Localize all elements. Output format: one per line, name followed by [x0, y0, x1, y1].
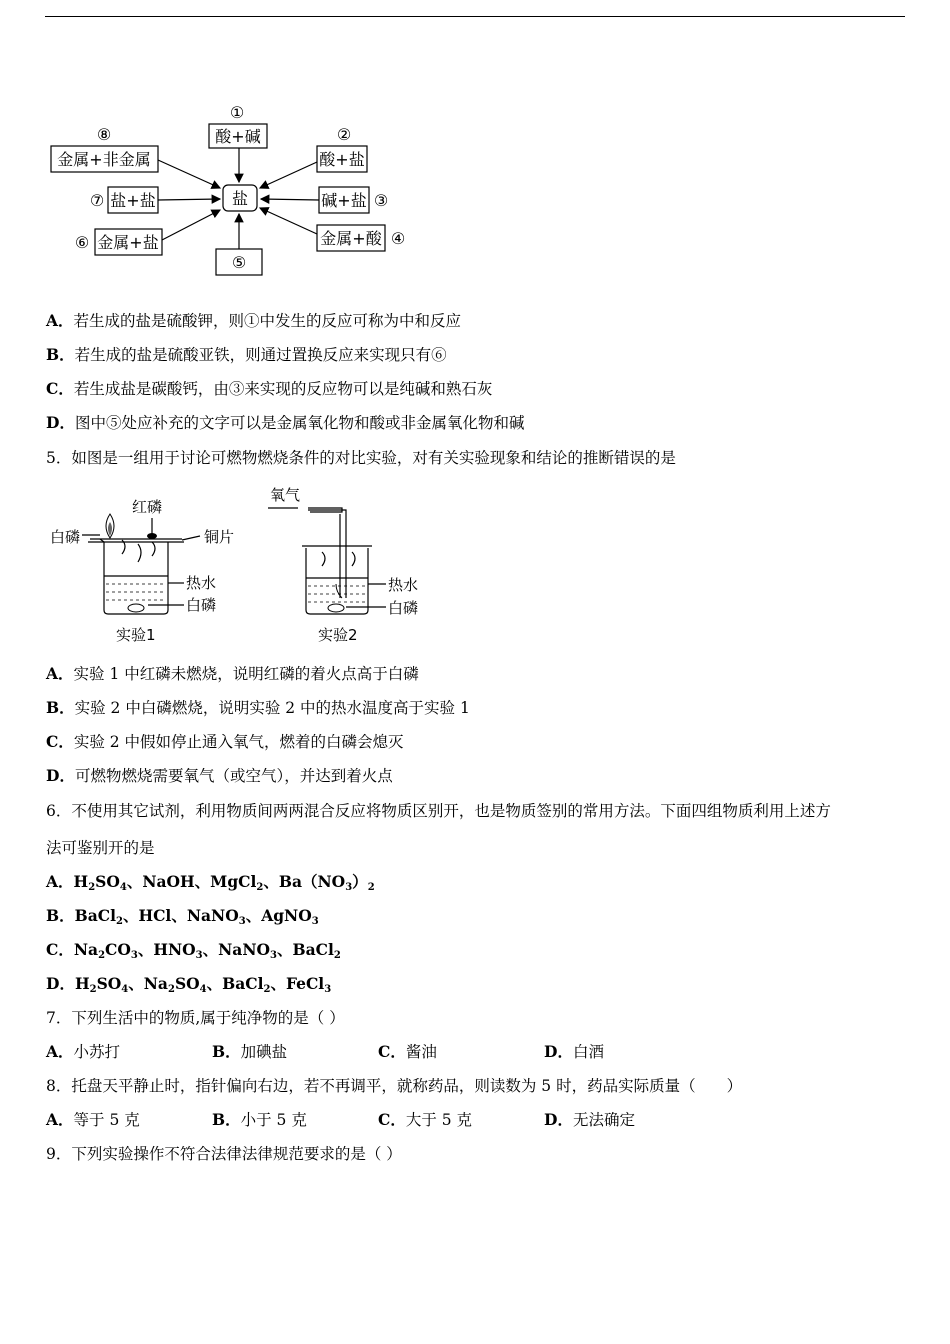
header-rule	[45, 16, 905, 17]
q7-option-a: A．小苏打	[46, 1042, 121, 1061]
q6-stem-line1: 6．不使用其它试剂，利用物质间两两混合反应将物质区别开，也是物质签别的常用方法。下面四组物质利用上述方	[46, 802, 831, 820]
exp2-caption: 实验2	[318, 626, 358, 644]
svg-text:④: ④	[390, 229, 406, 248]
svg-text:⑤: ⑤	[231, 253, 247, 272]
q7-option-b: B．加碘盐	[212, 1042, 288, 1061]
q4-option-d: D．图中⑤处应补充的文字可以是金属氧化物和酸或非金属氧化物和碱	[46, 413, 525, 432]
svg-text:金属+非金属: 金属+非金属	[57, 150, 151, 169]
q4-option-b: B．若生成的盐是硫酸亚铁，则通过置换反应来实现只有⑥	[46, 345, 447, 364]
svg-text:盐+盐: 盐+盐	[110, 191, 156, 210]
hot-water-label-2: 热水	[388, 576, 419, 594]
q6-option-a: A．$H_2SO_4$、NaOH、MgCl$_2$、$Ba(NO_3)_2$	[46, 872, 375, 893]
q6-option-d: D．$H_2SO_4$、$Na_2SO_4$、BaCl$_2$、FeCl$_3$	[46, 974, 332, 995]
q7-option-c: C．酱油	[378, 1042, 437, 1061]
q6-option-c: C．$Na_2CO_3$、$HNO_3$、NaNO$_3$、BaCl$_2$	[46, 940, 341, 961]
hot-water-label-1: 热水	[186, 574, 217, 592]
q7-stem: 7．下列生活中的物质,属于纯净物的是（ ）	[46, 1009, 345, 1027]
q4-option-a: A．若生成的盐是硫酸钾，则①中发生的反应可称为中和反应	[46, 311, 462, 330]
svg-text:酸+盐: 酸+盐	[319, 150, 365, 169]
q5-stem: 5．如图是一组用于讨论可燃物燃烧条件的对比实验，对有关实验现象和结论的推断错误的是	[46, 449, 676, 467]
svg-text:②: ②	[336, 125, 352, 144]
combustion-experiment-diagram	[40, 480, 440, 650]
svg-text:①: ①	[229, 103, 245, 122]
q5-option-c: C．实验 2 中假如停止通入氧气，燃着的白磷会熄灭	[46, 732, 404, 751]
svg-text:⑥: ⑥	[74, 233, 90, 252]
white-phosphorus-bottom-label-1: 白磷	[186, 596, 217, 614]
q8-options	[46, 1110, 710, 1130]
q5-option-d: D．可燃物燃烧需要氧气（或空气），并达到着火点	[46, 766, 393, 785]
q6-stem-line2: 法可鉴别开的是	[46, 839, 155, 857]
svg-text:金属+酸: 金属+酸	[320, 229, 382, 248]
q8-stem: 8．托盘天平静止时，指针偏向右边，若不再调平，就称药品，则读数为 5 时，药品实际质量（ ）	[46, 1077, 743, 1095]
svg-text:③: ③	[373, 191, 389, 210]
q8-option-b: B．小于 5 克	[212, 1110, 307, 1129]
q5-option-a: A．实验 1 中红磷未燃烧，说明红磷的着火点高于白磷	[46, 664, 419, 683]
q7-option-d: D．白酒	[544, 1042, 604, 1061]
copper-sheet-label: 铜片	[204, 528, 235, 546]
q7-options	[46, 1042, 710, 1062]
q5-option-b: B．实验 2 中白磷燃烧，说明实验 2 中的热水温度高于实验 1	[46, 698, 470, 717]
svg-text:⑧: ⑧	[96, 125, 112, 144]
svg-text:⑦: ⑦	[89, 191, 105, 210]
q9-stem: 9．下列实验操作不符合法律法律规范要求的是（ ）	[46, 1145, 402, 1163]
exp1-caption: 实验1	[116, 626, 156, 644]
q8-option-d: D．无法确定	[544, 1110, 635, 1129]
q8-option-a: A．等于 5 克	[46, 1110, 140, 1129]
svg-text:酸+碱: 酸+碱	[215, 127, 261, 146]
svg-text:金属+盐: 金属+盐	[97, 233, 159, 252]
q8-option-c: C．大于 5 克	[378, 1110, 473, 1129]
center-label: 盐	[231, 189, 249, 208]
red-phosphorus-label: 红磷	[132, 498, 163, 516]
white-phosphorus-label-2: 白磷	[388, 599, 419, 617]
svg-text:碱+盐: 碱+盐	[321, 191, 367, 210]
white-phosphorus-top-label: 白磷	[50, 528, 81, 546]
q6-option-b: B．BaCl$_2$、HCl、NaNO$_3$、AgNO$_3$	[46, 906, 319, 927]
q4-option-c: C．若生成盐是碳酸钙，由③来实现的反应物可以是纯碱和熟石灰	[46, 379, 493, 398]
salt-formation-diagram	[40, 100, 420, 280]
oxygen-label: 氧气	[270, 486, 301, 504]
